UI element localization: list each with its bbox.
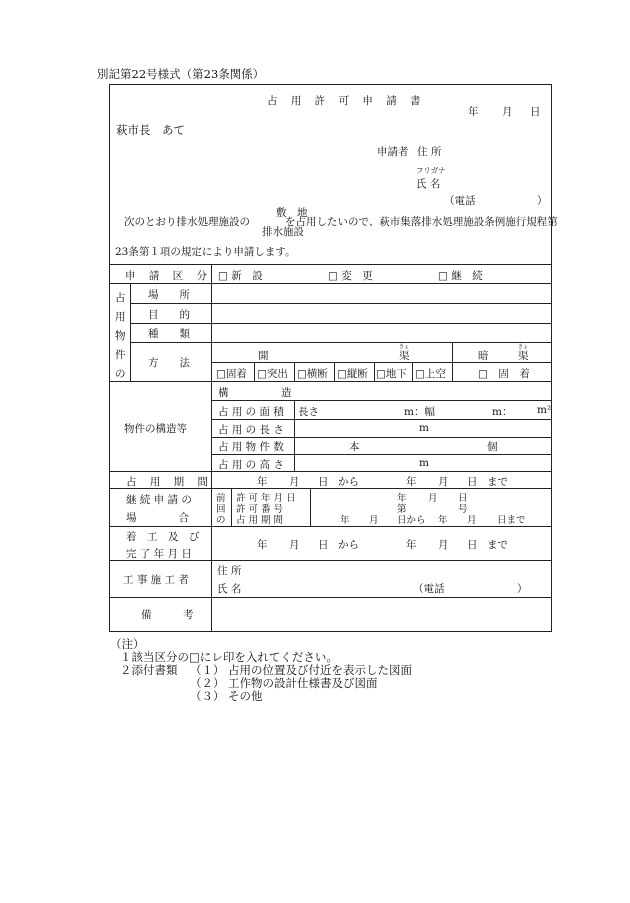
period-to-day: 日 xyxy=(467,476,478,488)
body-opening: 次のとおり排水処理施設の xyxy=(124,216,250,228)
contractor-address-label: 住 所 xyxy=(217,565,242,577)
construction-from-day: 日 xyxy=(318,539,329,551)
classification-new-checkbox[interactable]: □ 新 設 xyxy=(218,270,263,282)
prev-char-2: 回 xyxy=(216,504,226,515)
attachment-1-num: （１） xyxy=(190,663,225,677)
prev-period-to-month: 月 xyxy=(467,515,477,526)
period-label: 占 用 期 間 xyxy=(126,476,214,488)
rule-period-top xyxy=(109,471,552,472)
note-2-label: ２添付書類 xyxy=(120,663,178,677)
applicant-name-label: 氏 名 xyxy=(416,178,441,190)
area-row-label: 占 用 の 面 積 xyxy=(218,406,284,418)
note-1: １該当区分の□にレ印を入れてください。 xyxy=(120,650,338,664)
prev-char-3: の xyxy=(216,515,226,526)
prev-period-from-day: 日から xyxy=(397,515,426,526)
rule-prev-column xyxy=(231,488,232,526)
side-char-5: の xyxy=(115,368,126,380)
attachment-3-num: （３） xyxy=(190,689,225,703)
attachment-2-text: 工作物の設計仕様書及び図面 xyxy=(228,676,378,690)
place-label: 場 所 xyxy=(148,289,190,301)
method-crossing-checkbox[interactable]: □横断 xyxy=(297,368,328,380)
method-covered-ruby: きょ xyxy=(518,344,529,350)
method-covered-label: 暗 xyxy=(478,350,489,362)
method-covered-ditch: 渠 xyxy=(518,350,529,362)
attachment-2-num: （２） xyxy=(190,676,225,690)
contractor-phone-close: ） xyxy=(517,583,528,595)
period-from-month: 月 xyxy=(289,476,300,488)
period-to-year: 年 xyxy=(406,476,417,488)
period-from-day: 日 xyxy=(318,476,329,488)
period-to-month: 月 xyxy=(438,476,449,488)
rule-open-covered-split xyxy=(452,342,453,381)
method-protruding-checkbox[interactable]: □突出 xyxy=(257,368,288,380)
side-char-1: 占 xyxy=(115,292,126,304)
rule-place-top xyxy=(109,283,552,284)
applicant-phone-close: ） xyxy=(537,195,548,207)
area-length-label: 長さ xyxy=(298,406,319,418)
construction-to-year: 年 xyxy=(406,539,417,551)
permit-number-prefix: 第 xyxy=(397,504,407,515)
construction-to-label: まで xyxy=(487,539,508,551)
rule-method-opt4 xyxy=(374,362,375,381)
permit-date-year: 年 xyxy=(397,493,407,504)
method-ditch-ruby: きょ xyxy=(399,344,410,350)
purpose-label: 目 的 xyxy=(148,309,190,321)
structure-row-label: 構 造 xyxy=(218,387,292,399)
option-drain: 排水施設 xyxy=(262,226,304,238)
period-from-label: から xyxy=(338,476,359,488)
notes-heading: （注） xyxy=(110,637,145,651)
rule-purpose-top xyxy=(130,303,552,304)
option-site: 敷 地 xyxy=(276,207,308,219)
method-fixed-checkbox[interactable]: □固着 xyxy=(216,368,247,380)
applicant-label: 申請者 xyxy=(377,146,409,158)
applicant-address-label: 住 所 xyxy=(417,146,442,158)
continuation-label-line1: 継 続 申 請 の xyxy=(126,494,192,506)
form-number: 別記第22号様式（第23条関係） xyxy=(97,67,265,81)
length-unit: m xyxy=(419,422,429,434)
rule-side-column xyxy=(130,283,131,381)
side-char-2: 用 xyxy=(115,311,126,323)
construction-label-line2: 完 了 年 月 日 xyxy=(126,548,192,560)
rule-continuation-value-column xyxy=(310,488,311,526)
construction-to-day: 日 xyxy=(467,539,478,551)
contractor-label: 工 事 施 工 者 xyxy=(123,574,189,586)
rule-method-top xyxy=(130,342,552,343)
area-width-label: m：幅 xyxy=(404,406,435,418)
body-line2: 23条第１項の規定により申請します。 xyxy=(115,246,296,258)
method-overhead-checkbox[interactable]: □上空 xyxy=(415,368,446,380)
construction-from-label: から xyxy=(338,539,359,551)
remarks-label: 備 考 xyxy=(141,609,194,621)
attachment-1-text: 占用の位置及び付近を表示した図面 xyxy=(228,663,412,677)
count-row-label: 占 用 物 件 数 xyxy=(218,441,284,453)
rule-method-opt5 xyxy=(412,362,413,381)
method-longitudinal-checkbox[interactable]: □縦断 xyxy=(337,368,368,380)
body-after-option: を占用したいので、萩市集落排水処理施設条例施行規程第 xyxy=(285,216,558,228)
form-title: 占 用 許 可 申 請 書 xyxy=(267,95,426,107)
date-month-label: 月 xyxy=(502,106,513,118)
rule-structure-value-column xyxy=(294,400,295,471)
rule-height-top xyxy=(211,454,552,455)
type-label: 種 類 xyxy=(148,328,190,340)
prev-char-1: 前 xyxy=(216,493,226,504)
permit-date-month: 月 xyxy=(428,493,438,504)
method-label: 方 法 xyxy=(148,357,190,369)
applicant-phone-open: （電話 xyxy=(444,195,476,207)
rule-remarks-top xyxy=(109,597,552,598)
method-ditch-label: 渠 xyxy=(399,350,410,362)
construction-from-year: 年 xyxy=(257,539,268,551)
prev-period-from-year: 年 xyxy=(340,515,350,526)
rule-length-top xyxy=(211,419,552,420)
length-row-label: 占 用 の 長 さ xyxy=(218,424,284,436)
addressee: 萩市長 あて xyxy=(116,123,185,137)
permit-number-label: 許 可 番 号 xyxy=(236,504,284,515)
prev-period-to-year: 年 xyxy=(438,515,448,526)
permit-number-suffix: 号 xyxy=(458,504,468,515)
prev-period-to-day: 日まで xyxy=(497,515,526,526)
rule-count-top xyxy=(211,437,552,438)
rule-type-top xyxy=(130,323,552,324)
side-char-4: 件 xyxy=(115,349,126,361)
rule-construction-top xyxy=(109,526,552,527)
structure-label: 物件の構造等 xyxy=(124,423,187,435)
area-sqm-unit: m² xyxy=(537,404,552,416)
contractor-phone-open: （電話 xyxy=(413,583,445,595)
attachment-3-text: その他 xyxy=(228,689,263,703)
period-to-label: まで xyxy=(487,476,508,488)
construction-from-month: 月 xyxy=(289,539,300,551)
rule-structure-top xyxy=(109,381,552,382)
construction-to-month: 月 xyxy=(438,539,449,551)
construction-label-line1: 着 工 及 び xyxy=(126,531,200,543)
method-open-label: 開 xyxy=(258,350,269,362)
rule-method-opt3 xyxy=(334,362,335,381)
period-from-year: 年 xyxy=(257,476,268,488)
permit-date-day: 日 xyxy=(458,493,468,504)
height-unit: m xyxy=(419,457,429,469)
contractor-name-label: 氏 名 xyxy=(217,583,242,595)
area-colon-label: m： xyxy=(492,406,513,418)
rule-method-opt2 xyxy=(294,362,295,381)
count-unit-pole: 本 xyxy=(349,441,360,453)
count-unit-piece: 個 xyxy=(487,441,498,453)
method-underground-checkbox[interactable]: □地下 xyxy=(376,368,407,380)
rule-method-opt1 xyxy=(254,362,255,381)
continuation-label-line2: 場 合 xyxy=(126,512,189,524)
date-year-label: 年 xyxy=(468,106,479,118)
permit-date-label: 許 可 年 月 日 xyxy=(236,493,296,504)
classification-continue-checkbox[interactable]: □ 継 続 xyxy=(438,270,483,282)
prev-period-label: 占 用 期 間 xyxy=(236,515,284,526)
classification-change-checkbox[interactable]: □ 変 更 xyxy=(328,270,373,282)
height-row-label: 占 用 の 高 さ xyxy=(218,459,284,471)
furigana-label: フリガナ xyxy=(416,166,446,175)
method-covered-fixed-checkbox[interactable]: □ 固 着 xyxy=(478,368,530,380)
classification-label: 申 請 区 分 xyxy=(125,270,213,282)
rule-label-column xyxy=(211,264,212,632)
rule-area-top xyxy=(211,400,552,401)
side-char-3: 物 xyxy=(115,330,126,342)
rule-classification-top xyxy=(109,264,552,265)
prev-period-from-month: 月 xyxy=(369,515,379,526)
date-day-label: 日 xyxy=(530,106,541,118)
